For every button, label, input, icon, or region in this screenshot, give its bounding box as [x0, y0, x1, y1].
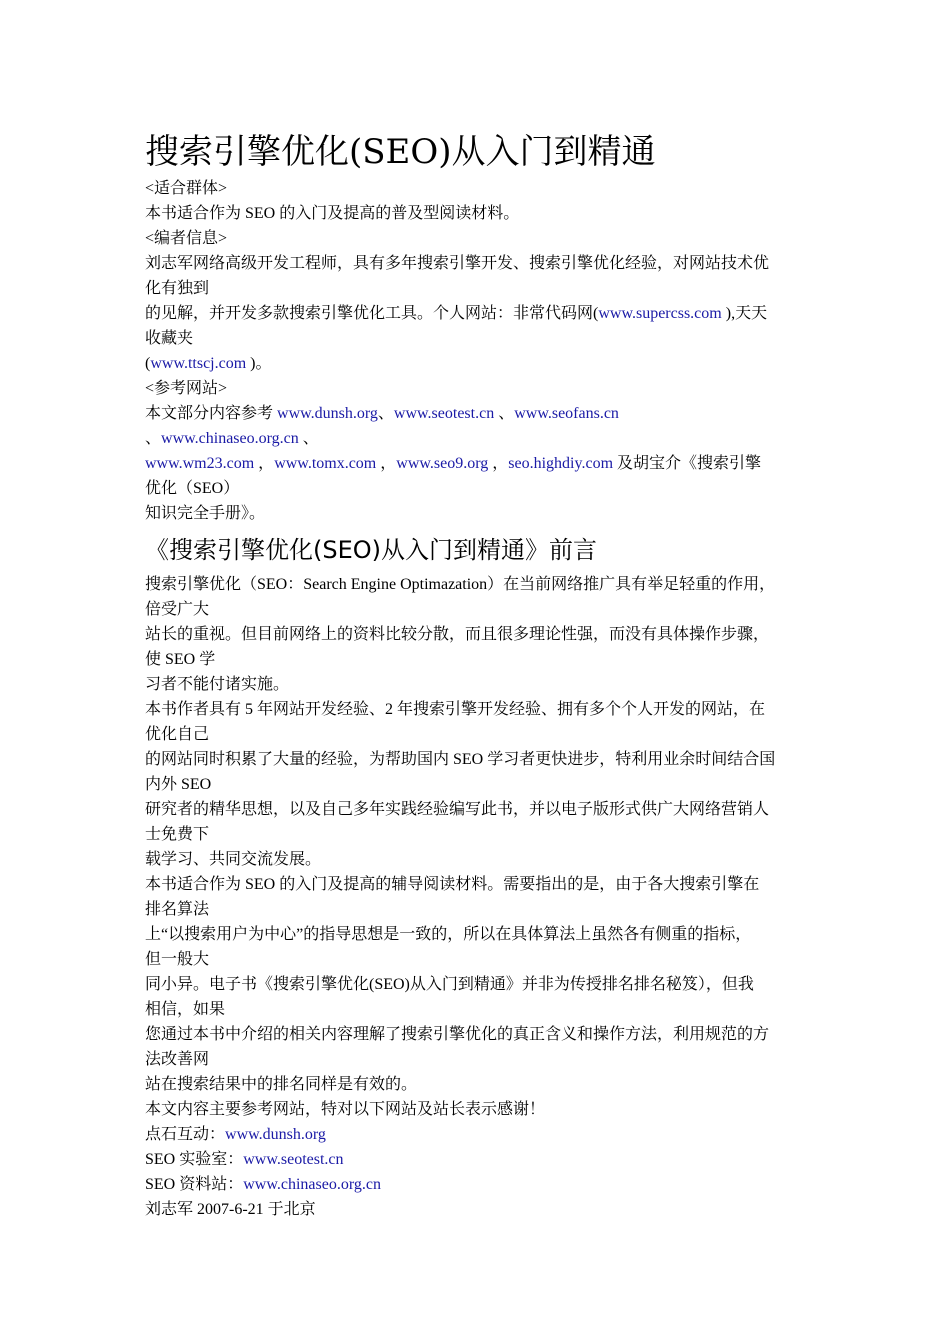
link-highdiy[interactable]: seo.highdiy.com — [508, 455, 614, 472]
editor-line: 刘志军网络高级开发工程师，具有多年搜索引擎开发、搜索引擎优化经验，对网站技术优 — [145, 255, 770, 272]
link-wm23[interactable]: www.wm23.com — [145, 455, 255, 472]
paragraph-line: 倍受广大 — [145, 601, 210, 618]
paragraph-line: 排名算法 — [145, 901, 210, 918]
refs-sep: 、 — [145, 430, 162, 447]
editor-line: 收藏夹 — [145, 330, 194, 347]
paragraph-line: 同小异。电子书《搜索引擎优化(SEO)从入门到精通》并非为传授排名排名秘笈），但我 — [145, 976, 754, 993]
site-label: SEO 资料站： — [145, 1176, 244, 1193]
paragraph-line: 本书适合作为 SEO 的入门及提高的辅导阅读材料。需要指出的是，由于各大搜索引擎在 — [145, 876, 760, 893]
audience-tag: <适合群体> — [145, 180, 228, 197]
site-link-dunsh[interactable]: www.dunsh.org — [225, 1126, 326, 1143]
paragraph-line: 本书作者具有 5 年网站开发经验、2 年搜索引擎开发经验、拥有多个个人开发的网站，在 — [145, 701, 766, 718]
site-line — [145, 1147, 807, 1172]
site-line — [145, 1122, 807, 1147]
paragraph-line: 法改善网 — [145, 1051, 210, 1068]
paragraph-line: 研究者的精华思想，以及自己多年实践经验编写此书，并以电子版形式供广大网络营销人 — [145, 801, 770, 818]
refs-line — [145, 451, 807, 476]
document-title: 搜索引擎优化(SEO)从入门到精通 — [145, 132, 656, 172]
document-content — [145, 128, 807, 1222]
editor-text: ),天天 — [721, 305, 768, 322]
preface-paragraph-1 — [145, 572, 807, 697]
editor-line — [145, 351, 807, 376]
site-label: 点石互动： — [145, 1126, 226, 1143]
refs-sep: 、 — [494, 405, 515, 422]
paragraph-line: 上“以搜索用户为中心”的指导思想是一致的，所以在具体算法上虽然各有侧重的指标， — [145, 926, 752, 943]
thanks-line: 本文内容主要参考网站，特对以下网站及站长表示感谢！ — [145, 1101, 546, 1118]
link-ttscj[interactable]: www.ttscj.com — [150, 355, 247, 372]
paragraph-line: 但一般大 — [145, 951, 210, 968]
site-label: SEO 实验室： — [145, 1151, 244, 1168]
refs-line: 知识完全手册》。 — [145, 505, 266, 522]
editor-line — [145, 301, 807, 326]
site-line — [145, 1172, 807, 1197]
site-link-seotest[interactable]: www.seotest.cn — [243, 1151, 344, 1168]
editor-line: 化有独到 — [145, 280, 210, 297]
editor-text: 的见解，并开发多款搜索引擎优化工具。个人网站：非常代码网( — [145, 305, 599, 322]
refs-line — [145, 401, 807, 426]
preface-paragraph-2 — [145, 697, 807, 872]
paragraph-line: 您通过本书中介绍的相关内容理解了搜索引擎优化的真正含义和操作方法，利用规范的方 — [145, 1026, 770, 1043]
refs-sep: 、 — [377, 405, 394, 422]
refs-tag: <参考网站> — [145, 380, 228, 397]
refs-line — [145, 426, 807, 451]
preface-paragraph-3 — [145, 872, 807, 1097]
refs-line: 优化（SEO） — [145, 480, 240, 497]
paragraph-line: 士免费下 — [145, 826, 210, 843]
paragraph-line: 的网站同时积累了大量的经验，为帮助国内 SEO 学习者更快进步，特利用业余时间结合国 — [145, 751, 776, 768]
paragraph-line: 内外 SEO — [145, 776, 212, 793]
refs-sep: ， — [488, 455, 509, 472]
refs-sep: 、 — [298, 430, 319, 447]
link-chinaseo[interactable]: www.chinaseo.org.cn — [161, 430, 299, 447]
refs-text: 本文部分内容参考 — [145, 405, 278, 422]
preface-heading: 《搜索引擎优化(SEO)从入门到精通》前言 — [145, 536, 598, 564]
link-dunsh[interactable]: www.dunsh.org — [277, 405, 378, 422]
link-seo9[interactable]: www.seo9.org — [396, 455, 489, 472]
paragraph-line: 搜索引擎优化（SEO：Search Engine Optimazation）在当前网络推广具有举足轻重的作用， — [145, 576, 776, 593]
audience-text: 本书适合作为 SEO 的入门及提高的普及型阅读材料。 — [145, 205, 520, 222]
link-supercss[interactable]: www.supercss.com — [598, 305, 722, 322]
editor-text: ( — [145, 355, 151, 372]
link-seofans[interactable]: www.seofans.cn — [514, 405, 619, 422]
paragraph-line: 载学习、共同交流发展。 — [145, 851, 322, 868]
editor-tag: <编者信息> — [145, 230, 228, 247]
paragraph-line: 站在搜索结果中的排名同样是有效的。 — [145, 1076, 418, 1093]
link-tomx[interactable]: www.tomx.com — [274, 455, 377, 472]
paragraph-line: 习者不能付诸实施。 — [145, 676, 290, 693]
refs-sep: ， — [254, 455, 275, 472]
paragraph-line: 相信，如果 — [145, 1001, 226, 1018]
link-seotest[interactable]: www.seotest.cn — [393, 405, 495, 422]
editor-text: )。 — [246, 355, 272, 372]
paragraph-line: 使 SEO 学 — [145, 651, 216, 668]
signature: 刘志军 2007-6-21 于北京 — [145, 1201, 316, 1218]
paragraph-line: 优化自己 — [145, 726, 210, 743]
refs-text: 及胡宝介《搜索引擎 — [613, 455, 762, 472]
site-link-chinaseo[interactable]: www.chinaseo.org.cn — [243, 1176, 381, 1193]
refs-sep: ， — [376, 455, 397, 472]
paragraph-line: 站长的重视。但目前网络上的资料比较分散，而且很多理论性强，而没有具体操作步骤， — [145, 626, 770, 643]
